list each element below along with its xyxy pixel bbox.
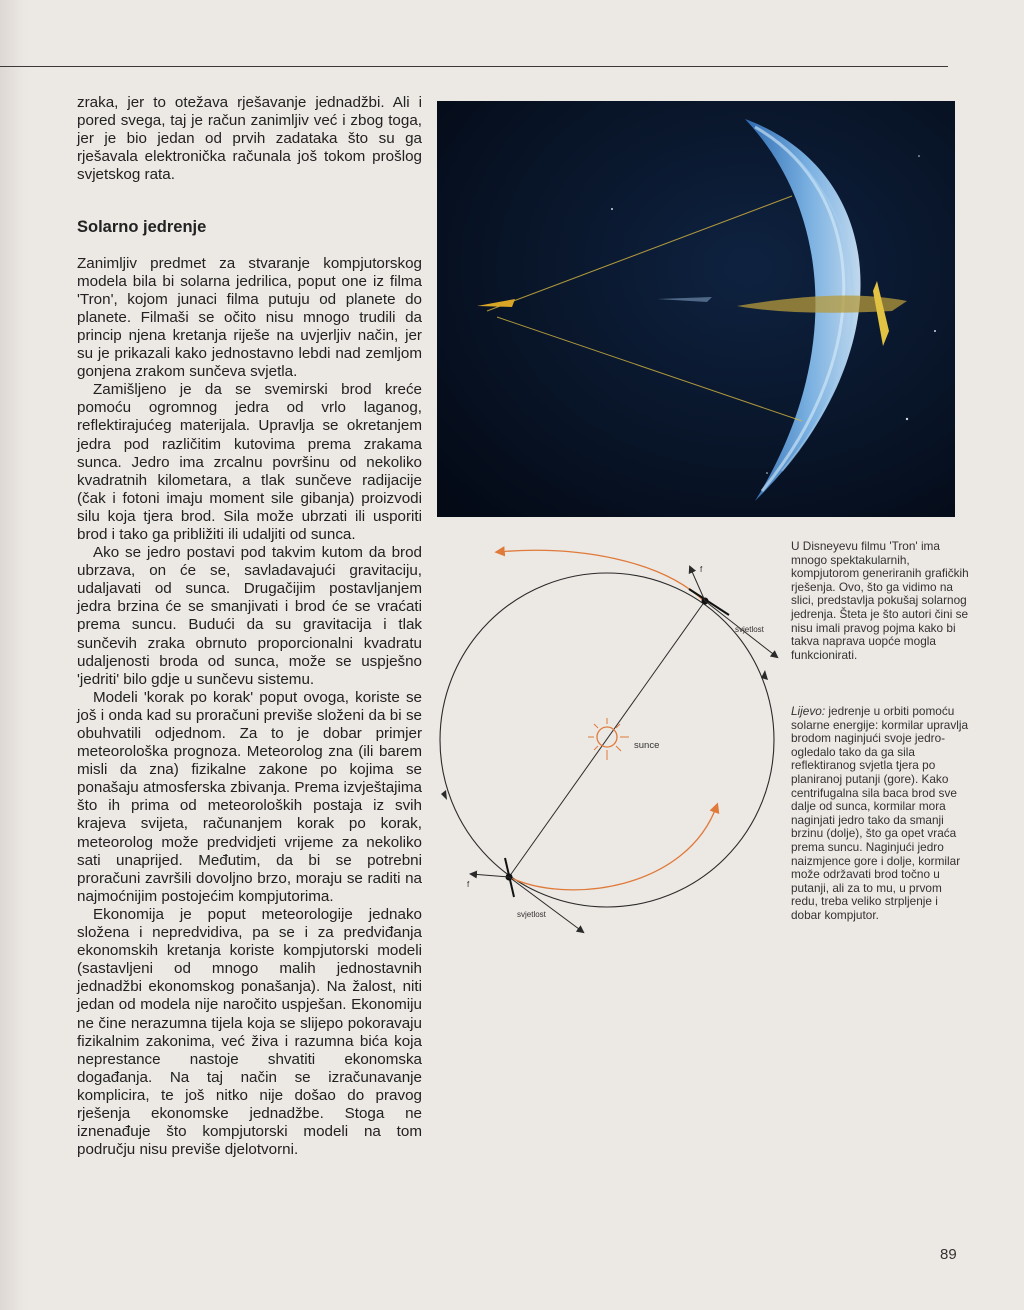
force-label-bottom: f: [467, 880, 470, 889]
sun-ship-line: [509, 601, 705, 877]
body-paragraph: Modeli 'korak po korak' poput ovoga, koriste se još i onda kad su proračuni previše složeni da bi se obuhvatili odjednom. Za to je dobar primjer meteorološka prognoza. Meteorolog zna (ili barem misli da zna) fizikalne zakone po kojima se ponašaju atmosferska zbivanja. Prema izvještajima što ih prima od meteoroloških postaja iz svih krajeva svijeta, računanjem korak po korak, meteorolog može predvidjeti vrijeme za nekoliko sati unaprijed. Međutim, da bi se potrebni proračuni završili dovoljno brzo, moraju se raditi na najmoćnijim postojećim kompjutorima.: [77, 688, 422, 905]
section-heading: Solarno jedrenje: [77, 218, 207, 237]
trajectory-top: [497, 550, 705, 602]
sail-top: [689, 589, 729, 615]
sun-icon: [588, 718, 629, 760]
light-arrow-bottom: [509, 877, 583, 932]
sun-label: sunce: [634, 740, 660, 751]
trajectory-bottom: [509, 805, 717, 890]
page-binding-shadow: [0, 0, 34, 1310]
page-number: 89: [940, 1246, 957, 1263]
body-paragraph: Zamišljeno je da se svemirski brod kreće pomoću ogromnog jedra od vrlo laganog, reflektirajućeg materijala. Upravlja se okretanjem jedra pod različitim kutovima prema zrakama sunca. Jedro ima zrcalnu površinu od nekoliko kvadratnih kilometara, a tlak sunčeve radijacije (čak i fotoni imaju moment sile gibanja) proizvodi silu koja tjera brod. Sila može ubrzati ili usporiti brod i tako ga približiti ili udaljiti od sunca.: [77, 381, 422, 543]
tron-solar-sailer-photo: [437, 101, 955, 517]
top-rule: [0, 66, 948, 67]
diagram-caption: [791, 705, 971, 923]
orbit-direction-arrow: [441, 790, 447, 800]
photo-caption: U Disneyevu filmu 'Tron' ima mnogo spektakularnih, kompjutorom generiranih grafičkih rješenja. Ovo, što ga vidimo na slici, predstavlja pokušaj solarnog jedrenja. Šteta je što autori čini se nisu imali pravog pojma kako bi takva naprava uopće mogla funkcionirati.: [791, 539, 969, 662]
orbit-circle: [440, 573, 774, 907]
body-paragraph: Ako se jedro postavi pod takvim kutom da brod ubrzava, on će se, savladavajući gravitaciju, udaljavati od sunca. Drugačijim postavljanjem jedra brzina će se smanjivati i brod će se vraćati prema suncu. Budući da su gravitacija i tlak sunčevih zraka obrnuto proporcionalni kvadratu udaljenosti broda od sunca, može se uspješno 'jedriti' bilo gdje u sunčevu sistemu.: [77, 544, 422, 688]
body-column: [77, 94, 422, 1159]
force-arrow-bottom: [471, 874, 509, 877]
light-label-bottom: svjetlost: [517, 910, 546, 919]
diagram-caption-lead: Lijevo:: [791, 704, 826, 718]
force-label-top: f: [700, 565, 703, 574]
solar-sailing-diagram: [437, 540, 787, 965]
diagram-caption-text: jedrenje u orbiti pomoću solarne energije: kormilar upravlja brodom naginjući svoje jedro-ogledalo tako da ga sila reflektiranog svjetla tjera po planiranoj putanji (gore). Kako centrifugalna sila baca brod sve dalje od sunca, kormilar mora naginjati jedro tako da smanji brzinu (dolje), što ga opet vraća prema suncu. Naginjući jedro naizmjence gore i dolje, kormilar može održavati brod točno u putanji, ali za to mu, u prvom redu, treba veliko strpljenje i dobar kompjutor.: [791, 704, 969, 922]
intro-paragraph: zraka, jer to otežava rješavanje jednadžbi. Ali i pored svega, taj je račun zanimljiv već i zbog toga, jer je bio jedan od prvih zadataka što su ga rješavala elektronička računala još tokom prošlog svjetskog rata.: [77, 94, 422, 184]
body-paragraph: Zanimljiv predmet za stvaranje kompjutorskog modela bila bi solarna jedrilica, poput one iz filma 'Tron', kojom junaci filma putuju od planete do planete. Filmaši se očito nisu mnogo trudili da princip njena kretanja riješe na uvjerljiv način, jer su je prikazali kako jednostavno lebdi nad zemljom gonjena zrakom sunčeva svjetla.: [77, 254, 422, 381]
light-label-top: svjetlost: [735, 625, 764, 634]
body-paragraph: Ekonomija je poput meteorologije jednako složena i nepredvidiva, pa se i za predviđanja ekonomskih kretanja koriste kompjutorski modeli (sastavljeni od mnogo malih jednostavnih jednadžbi ekonomskog ponašanja). Na žalost, niti jedan od modela nije naročito uspješan. Ekonomiju ne čine nerazumna tijela koja se slijepo pokoravaju fizikalnim zakonima, već živa i razumna bića koja neprestance nastoje shvatiti ekonomska događanja. Na taj način se izračunavanje komplicira, te još nitko nije došao do pravog rješenja ekonomske jednadžbe. Stoga ne iznenađuje što kompjutorski modeli na tom području nisu previše djelotvorni.: [77, 905, 422, 1159]
